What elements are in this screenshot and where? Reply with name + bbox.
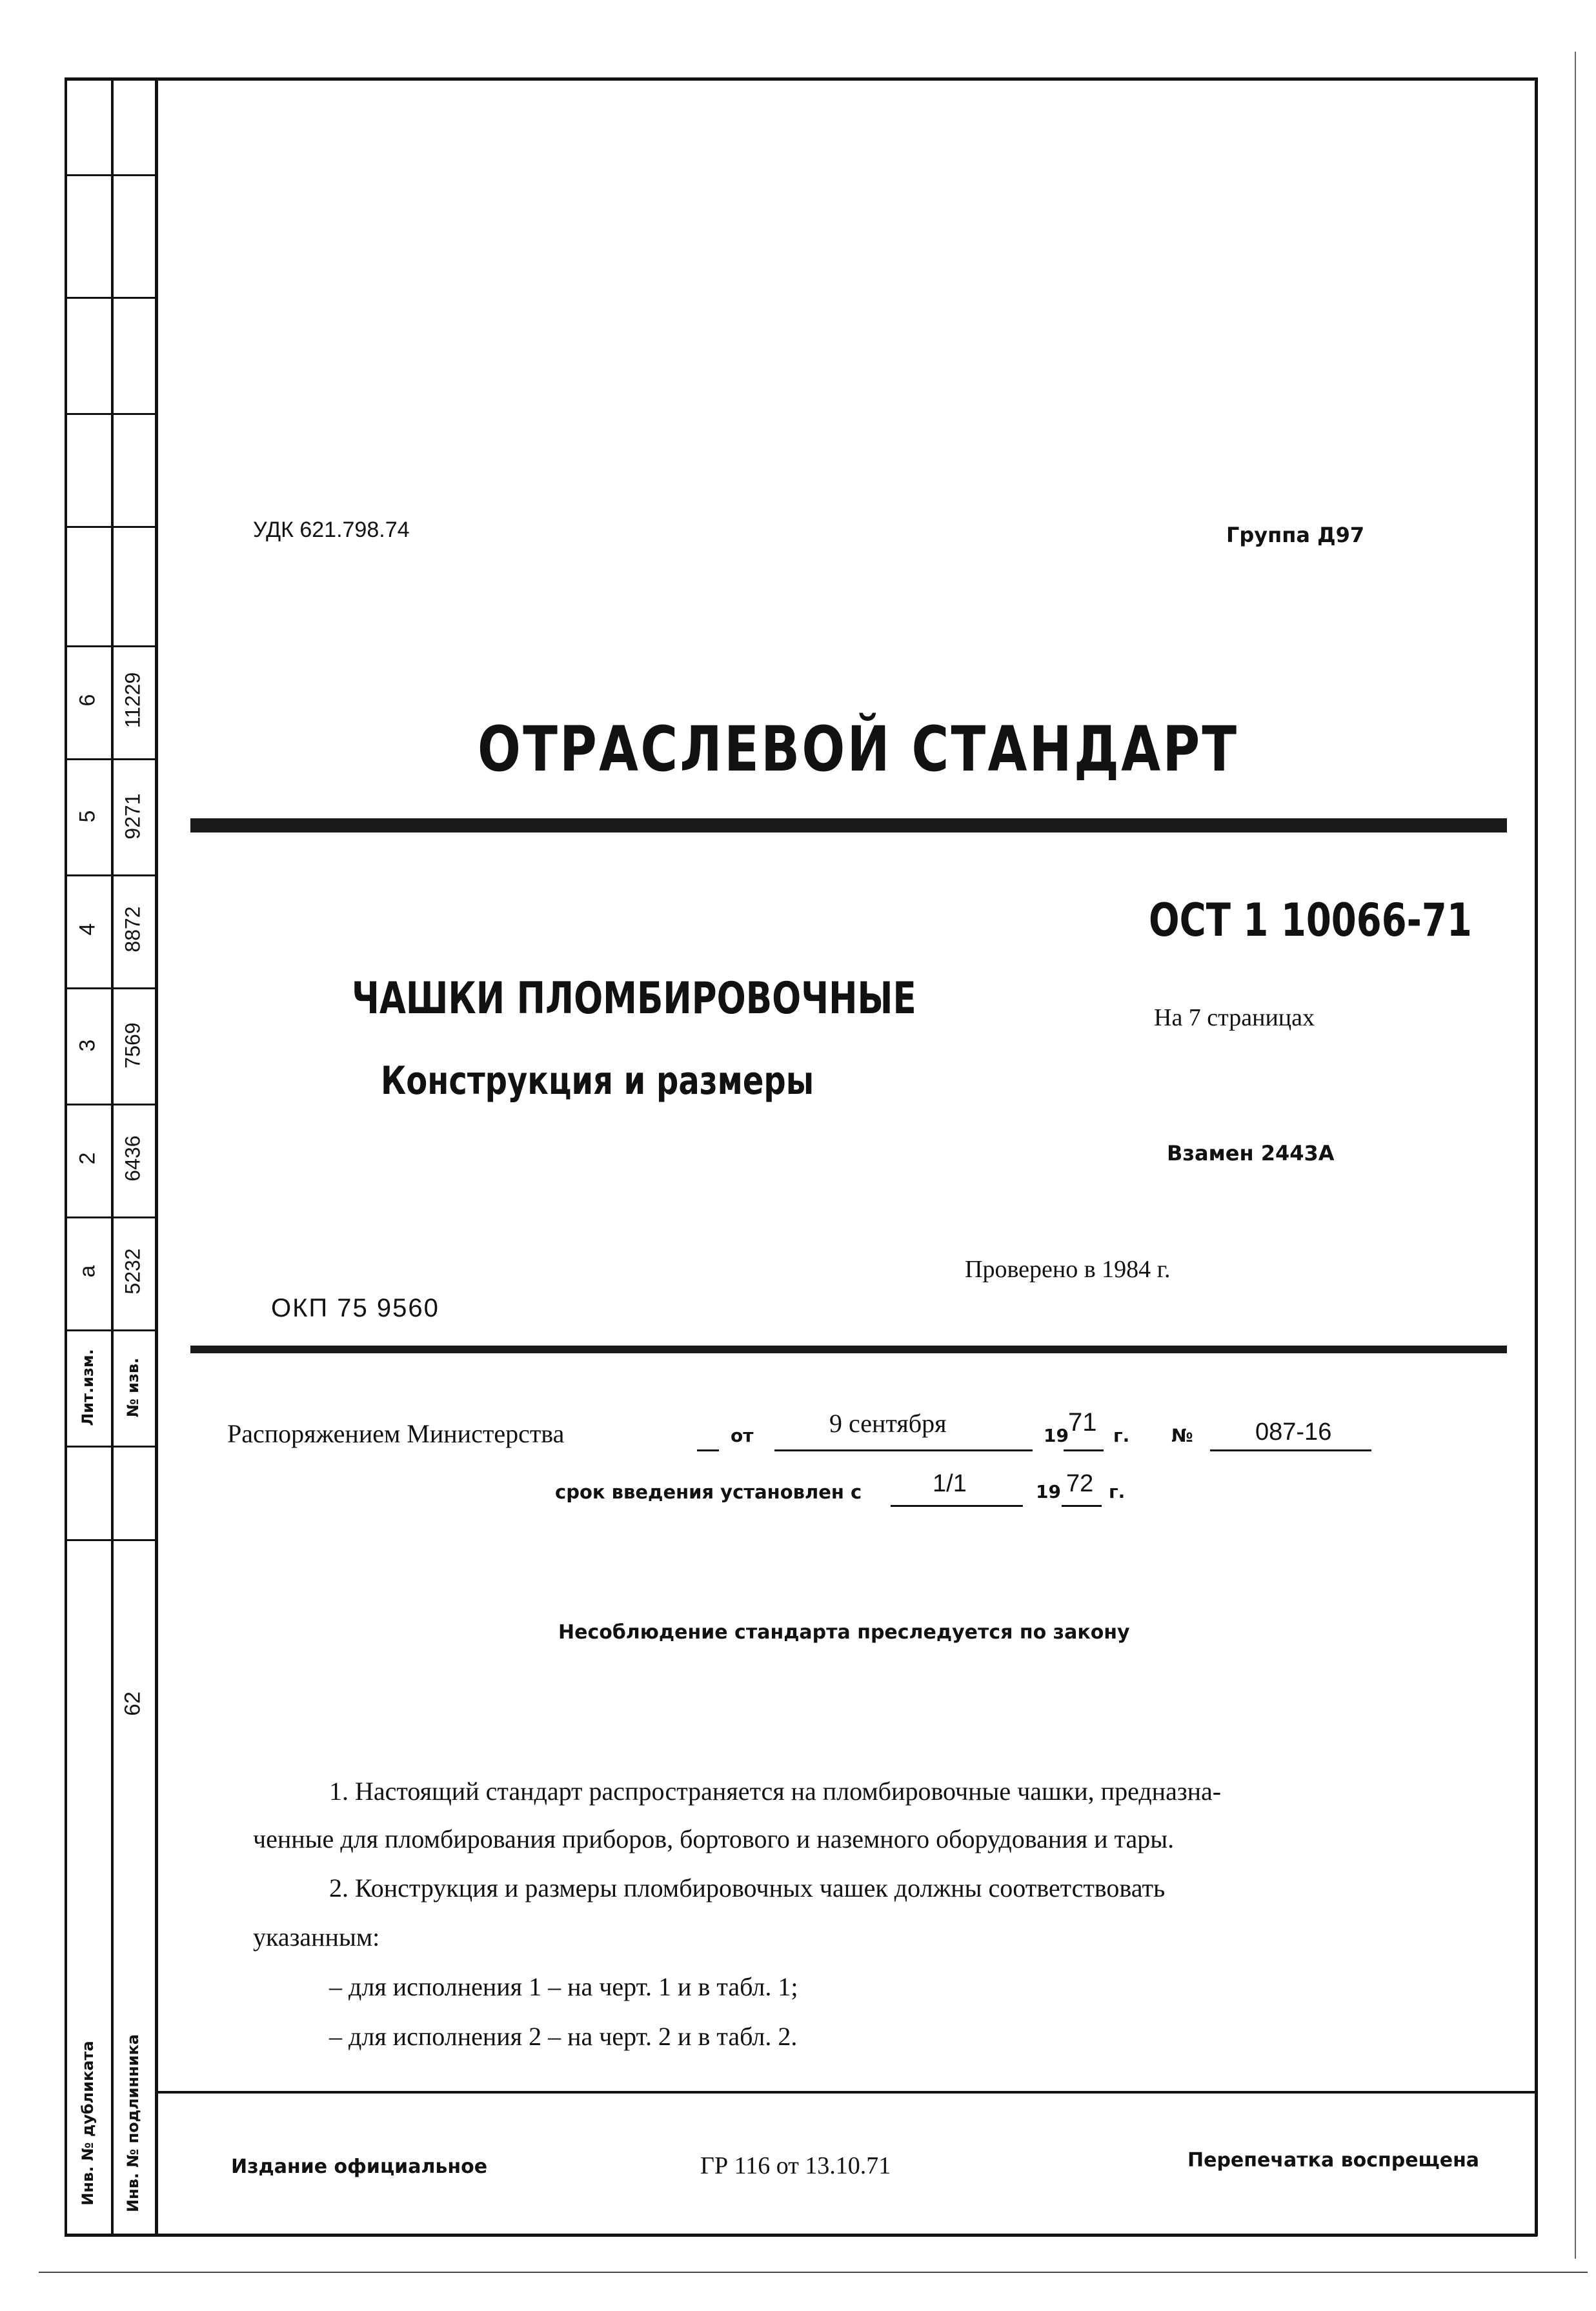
footer-edition: Издание официальное [231, 2155, 488, 2178]
order-date: 9 сентября [829, 1409, 947, 1438]
group-code: Группа Д97 [1226, 523, 1365, 547]
margin-lit-value-4: 4 [75, 923, 100, 936]
margin-row-line-5 [65, 645, 155, 647]
order-year-prefix: 19 [1044, 1425, 1069, 1446]
order-date-underline [774, 1449, 1033, 1451]
checked-note: Проверено в 1984 г. [965, 1256, 1171, 1283]
frame-left-mid-line [111, 77, 114, 2236]
margin-row-line-8 [65, 987, 155, 989]
margin-row-line-6 [65, 758, 155, 760]
frame-left-inner-line [155, 77, 158, 2236]
replaces-note: Взамен 2443А [1167, 1141, 1335, 1166]
margin-inv-orig-label: Инв. № подлинника [124, 2034, 142, 2212]
margin-lit-value-1: а [75, 1265, 100, 1278]
margin-no-value-6: 11229 [121, 672, 145, 729]
okp-code: ОКП 75 9560 [271, 1294, 439, 1322]
margin-no-label: № изв. [124, 1357, 142, 1418]
law-warning: Несоблюдение стандарта преследуется по закону [558, 1621, 1130, 1644]
margin-no-value-5: 9271 [121, 793, 145, 840]
margin-lit-label: Лит.изм. [79, 1349, 97, 1426]
doc-type-title: ОТРАСЛЕВОЙ СТАНДАРТ [478, 713, 1239, 785]
order-from-underline-pre [697, 1449, 719, 1451]
order-year: 71 [1068, 1408, 1097, 1437]
footer-divider-line [155, 2091, 1537, 2094]
para1-line2: ченные для пломбирования приборов, бортового и наземного оборудования и тары. [253, 1824, 1175, 1853]
margin-row-line-11 [65, 1329, 155, 1331]
margin-lit-value-5: 5 [75, 810, 100, 823]
list-item-1: – для исполнения 1 – на черт. 1 и в табл. 1; [329, 1972, 798, 2001]
margin-no-value-1: 5232 [121, 1248, 145, 1295]
intro-date-underline [891, 1505, 1023, 1507]
frame-top-line [65, 77, 1537, 81]
page-count: На 7 страницах [1154, 1004, 1315, 1031]
order-prefix: Распоряжением Министерства [227, 1419, 565, 1448]
order-year-suffix: г. [1113, 1425, 1130, 1446]
order-year-underline [1064, 1449, 1104, 1451]
margin-row-line-2 [65, 297, 155, 299]
intro-year: 72 [1066, 1470, 1094, 1497]
margin-row-line-13 [65, 1539, 155, 1541]
margin-inv-dup-label: Инв. № дубликата [79, 2041, 97, 2206]
order-no-label: № [1171, 1425, 1193, 1446]
intro-date: 1/1 [933, 1470, 967, 1497]
frame-bottom-line [65, 2234, 1537, 2237]
margin-row-line-12 [65, 1446, 155, 1448]
para2-line2: указанным: [253, 1922, 380, 1952]
margin-row-line-10 [65, 1216, 155, 1218]
footer-gr: ГР 116 от 13.10.71 [700, 2152, 891, 2179]
product-name: ЧАШКИ ПЛОМБИРОВОЧНЫЕ [352, 973, 916, 1024]
udk-code: УДК 621.798.74 [253, 518, 410, 542]
margin-row-line-1 [65, 174, 155, 176]
order-number-underline [1210, 1449, 1371, 1451]
margin-lit-value-2: 2 [75, 1152, 100, 1165]
order-rule [190, 1346, 1507, 1353]
footer-reprint: Перепечатка воспрещена [1187, 2149, 1480, 2172]
order-from-label: от [731, 1425, 754, 1446]
margin-row-line-4 [65, 526, 155, 528]
standard-code: ОСТ 1 10066-71 [1149, 894, 1472, 947]
margin-no-value-4: 8872 [121, 906, 145, 953]
intro-year-prefix: 19 [1036, 1481, 1061, 1502]
intro-year-underline [1062, 1505, 1102, 1507]
margin-row-line-7 [65, 874, 155, 876]
para1-line1: 1. Настоящий стандарт распространяется на пломбировочные чашки, предназна- [329, 1777, 1222, 1806]
intro-label: срок введения установлен с [555, 1481, 862, 1503]
frame-right-line [1535, 77, 1538, 2236]
margin-no-value-3: 7569 [121, 1022, 145, 1069]
scan-edge-bottom [39, 2272, 1588, 2273]
frame-left-outer-line [65, 77, 67, 2236]
margin-lit-value-3: 3 [75, 1039, 100, 1052]
margin-row-line-9 [65, 1104, 155, 1105]
margin-lit-value-6: 6 [75, 694, 100, 707]
margin-no-value-2: 6436 [121, 1135, 145, 1182]
list-item-2: – для исполнения 2 – на черт. 2 и в табл. 2. [329, 2022, 798, 2051]
order-number: 087-16 [1255, 1418, 1332, 1446]
product-subtitle: Конструкция и размеры [381, 1058, 814, 1104]
title-rule [190, 818, 1507, 833]
margin-row-line-3 [65, 413, 155, 415]
para2-line1: 2. Конструкция и размеры пломбировочных чашек должны соответствовать [329, 1873, 1166, 1902]
scan-edge-right [1575, 52, 1576, 2259]
margin-inv-orig-value: 62 [120, 1691, 145, 1716]
intro-year-suffix: г. [1109, 1481, 1126, 1502]
